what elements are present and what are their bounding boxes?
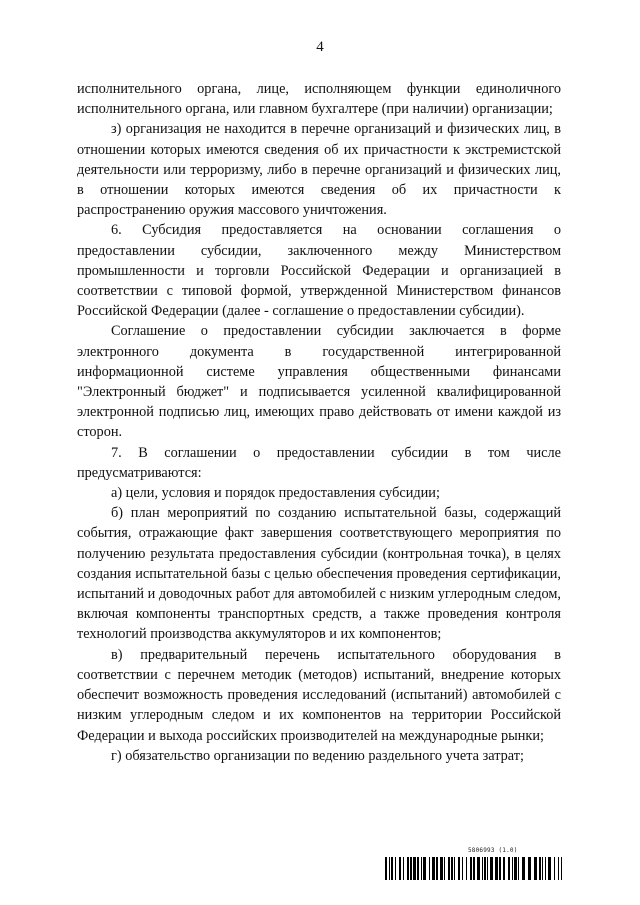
paragraph-2: з) организация не находится в перечне организаций и физических лиц, в отношении которых имеются сведения об их причастности к экстремистской деятельности или терроризму, либо в перечне организаций и физических лиц, в отношении которых имеются сведения об их причастности к распространению оружия массового уничтожения.: [77, 121, 561, 219]
document-code: 5806993 (1.0): [468, 847, 518, 854]
paragraph-4: Соглашение о предоставлении субсидии заключается в форме электронного документа в государственной интегрированной информационной системе управления общественными финансами "Электронный бюджет" и подписывается усиленной квалифицированной электронной подписью лиц, имеющих право действовать от имени каждой из сторон.: [77, 323, 561, 441]
paragraph-6: а) цели, условия и порядок предоставления субсидии;: [111, 485, 440, 502]
paragraph-9: г) обязательство организации по ведению раздельного учета затрат;: [111, 747, 524, 764]
paragraph-1: исполнительного органа, лице, исполняющем функции единоличного исполнительного органа, или главном бухгалтере (при наличии) организации;: [77, 81, 561, 118]
paragraph-8: в) предварительный перечень испытательного оборудования в соответствии с перечнем методик (методов) испытаний, внедрение которых обеспечит возможность проведения исследований (испытаний) автомобилей с низким углеродным следом и их компонентов на территории Российской Федерации и выхода российских производителей на международные рынки;: [77, 646, 561, 744]
page-number: 4: [316, 39, 324, 55]
paragraph-7: б) план мероприятий по созданию испытательной базы, содержащий события, отражающие факт завершения соответствующего мероприятия по получению результата предоставления субсидии (контрольная точка), в целях создания испытательной базы с целью обеспечения проведения сертификации, испытаний и доводочных работ для автомобилей с низким углеродным следом, включая компоненты транспортных средств, а также проведения контроля технологий производства аккумуляторов и их компонентов;: [77, 505, 561, 643]
paragraph-3: 6. Субсидия предоставляется на основании соглашения о предоставлении субсидии, заключенного между Министерством промышленности и торговли Российской Федерации и организацией в соответствии с типовой формой, утвержденной Министерством финансов Российской Федерации (далее - соглашение о предоставлении субсидии).: [77, 222, 561, 320]
document-body: [77, 79, 561, 766]
paragraph-5: 7. В соглашении о предоставлении субсидии в том числе предусматриваются:: [77, 444, 561, 481]
barcode-icon: [384, 857, 563, 880]
